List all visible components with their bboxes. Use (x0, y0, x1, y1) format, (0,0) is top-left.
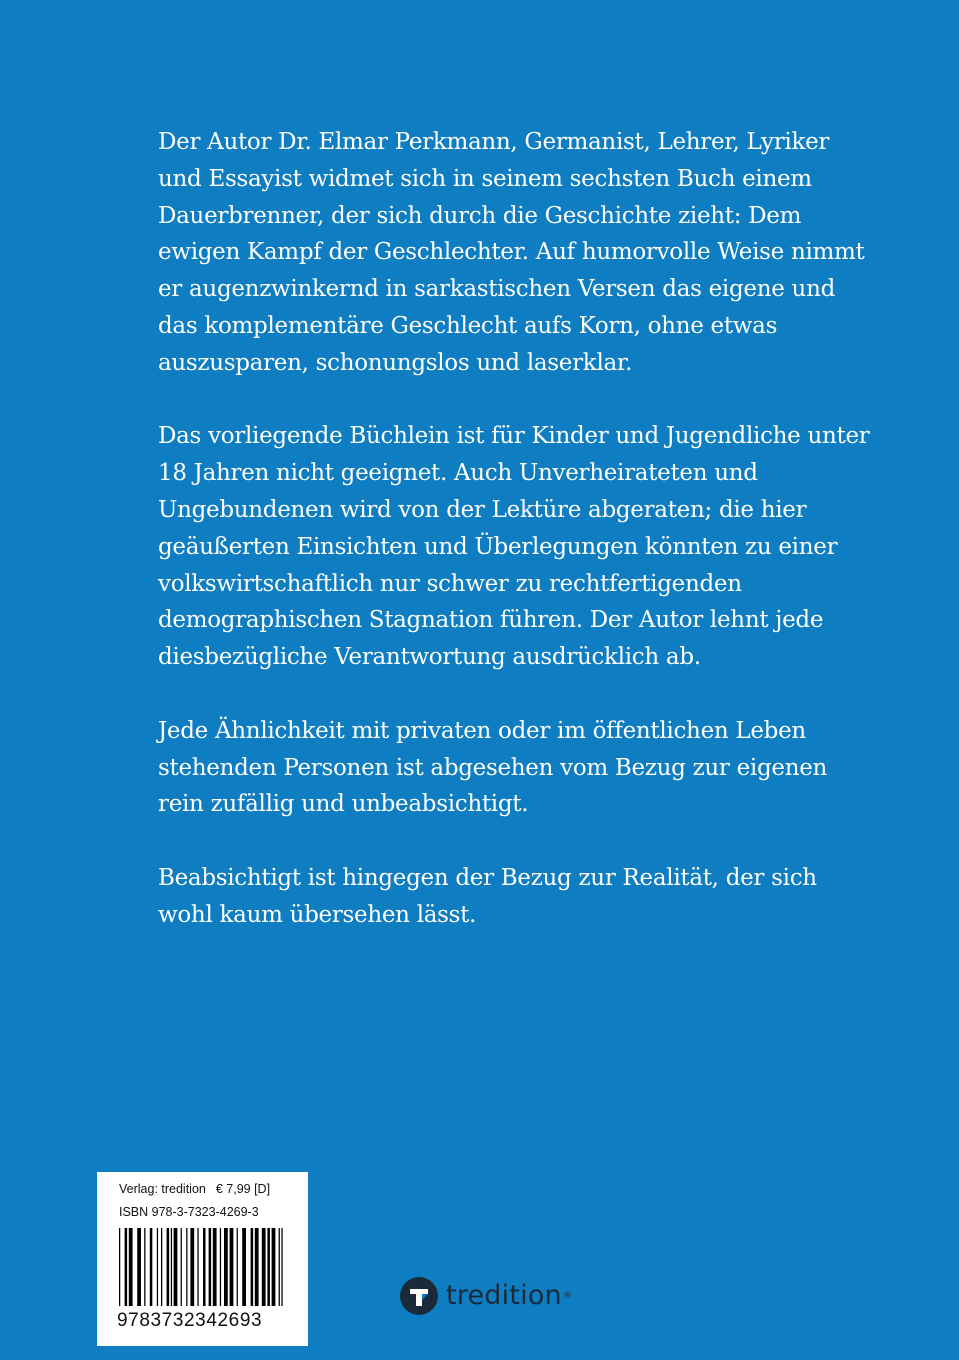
barcode-bar (181, 1228, 182, 1306)
barcode-bar (137, 1228, 141, 1306)
barcode-bar (150, 1228, 153, 1306)
barcode-bar (161, 1228, 162, 1306)
barcode-bar (262, 1228, 266, 1306)
barcode-bar (220, 1228, 221, 1306)
barcode-publisher-price-line (119, 1182, 270, 1196)
barcode-bar (129, 1228, 133, 1306)
barcode-bar (125, 1228, 128, 1306)
barcode-bar (272, 1228, 276, 1306)
barcode-bar (230, 1228, 234, 1306)
tredition-logo-icon (400, 1277, 438, 1315)
barcode-bar (281, 1228, 282, 1306)
barcode-bar (144, 1228, 145, 1306)
barcode-bar (209, 1228, 212, 1306)
barcode-bar (174, 1228, 178, 1306)
back-cover-blurb (158, 124, 878, 970)
barcode-bar (203, 1228, 206, 1306)
barcode-bar (157, 1228, 158, 1306)
barcode-bar (251, 1228, 254, 1306)
barcode-digits: 9783732342693 (117, 1310, 263, 1331)
barcode-bars (119, 1228, 287, 1306)
barcode-bar (171, 1228, 172, 1306)
isbn-barcode-box (97, 1172, 308, 1346)
barcode-price: € 7,99 [D] (215, 1182, 271, 1196)
barcode-bar (119, 1228, 120, 1306)
barcode-bar (237, 1228, 238, 1306)
publisher-name: tredition (446, 1280, 562, 1311)
barcode-bar (224, 1228, 228, 1306)
publisher-logo (400, 1276, 572, 1316)
barcode-bar (186, 1228, 187, 1306)
barcode-bar (213, 1228, 217, 1306)
barcode-bar (279, 1228, 280, 1306)
barcode-bar (197, 1228, 198, 1306)
barcode-bar (255, 1228, 259, 1306)
barcode-isbn: ISBN 978-3-7323-4269-3 (119, 1205, 259, 1219)
barcode-bar (190, 1228, 194, 1306)
barcode-bar (167, 1228, 170, 1306)
blurb-paragraph-3: Jede Ähnlichkeit mit privaten oder im öffentlichen Leben stehenden Personen ist abgesehen vom Bezug zur eigenen rein zufällig und unbeabsichtigt. (158, 717, 828, 818)
blurb-paragraph-2: Das vorliegende Büchlein ist für Kinder und Jugendliche unter 18 Jahren nicht geeignet. Auch Unverheirateten und Ungebundenen wird von der Lektüre abgeraten; die hier geäußerten Einsichten und Überlegungen könnten zu einer volkswirtschaftlich nur schwer zu rechtfertigenden demographischen Stagnation führen. Der Autor lehnt jede diesbezügliche Verantwortung ausdrücklich ab. (158, 423, 870, 671)
barcode-publisher-label: Verlag: tredition (119, 1182, 206, 1196)
blurb-paragraph-4: Beabsichtigt ist hingegen der Bezug zur Realität, der sich wohl kaum übersehen lässt. (158, 864, 817, 928)
blurb-paragraph-1: Der Autor Dr. Elmar Perkmann, Germanist, Lehrer, Lyriker und Essayist widmet sich in seinem sechsten Buch einem Dauerbrenner, der sich durch die Geschichte zieht: Dem ewigen Kampf der Geschlechter. Auf humorvolle Weise nimmt er augenzwinkernd in sarkastischen Versen das eigene und das komplementäre Geschlecht aufs Korn, ohne etwas auszusparen, schonungslos und laserklar. (158, 129, 865, 376)
registered-mark: ® (562, 1291, 572, 1301)
barcode-bar (242, 1228, 246, 1306)
barcode-bar (267, 1228, 270, 1306)
